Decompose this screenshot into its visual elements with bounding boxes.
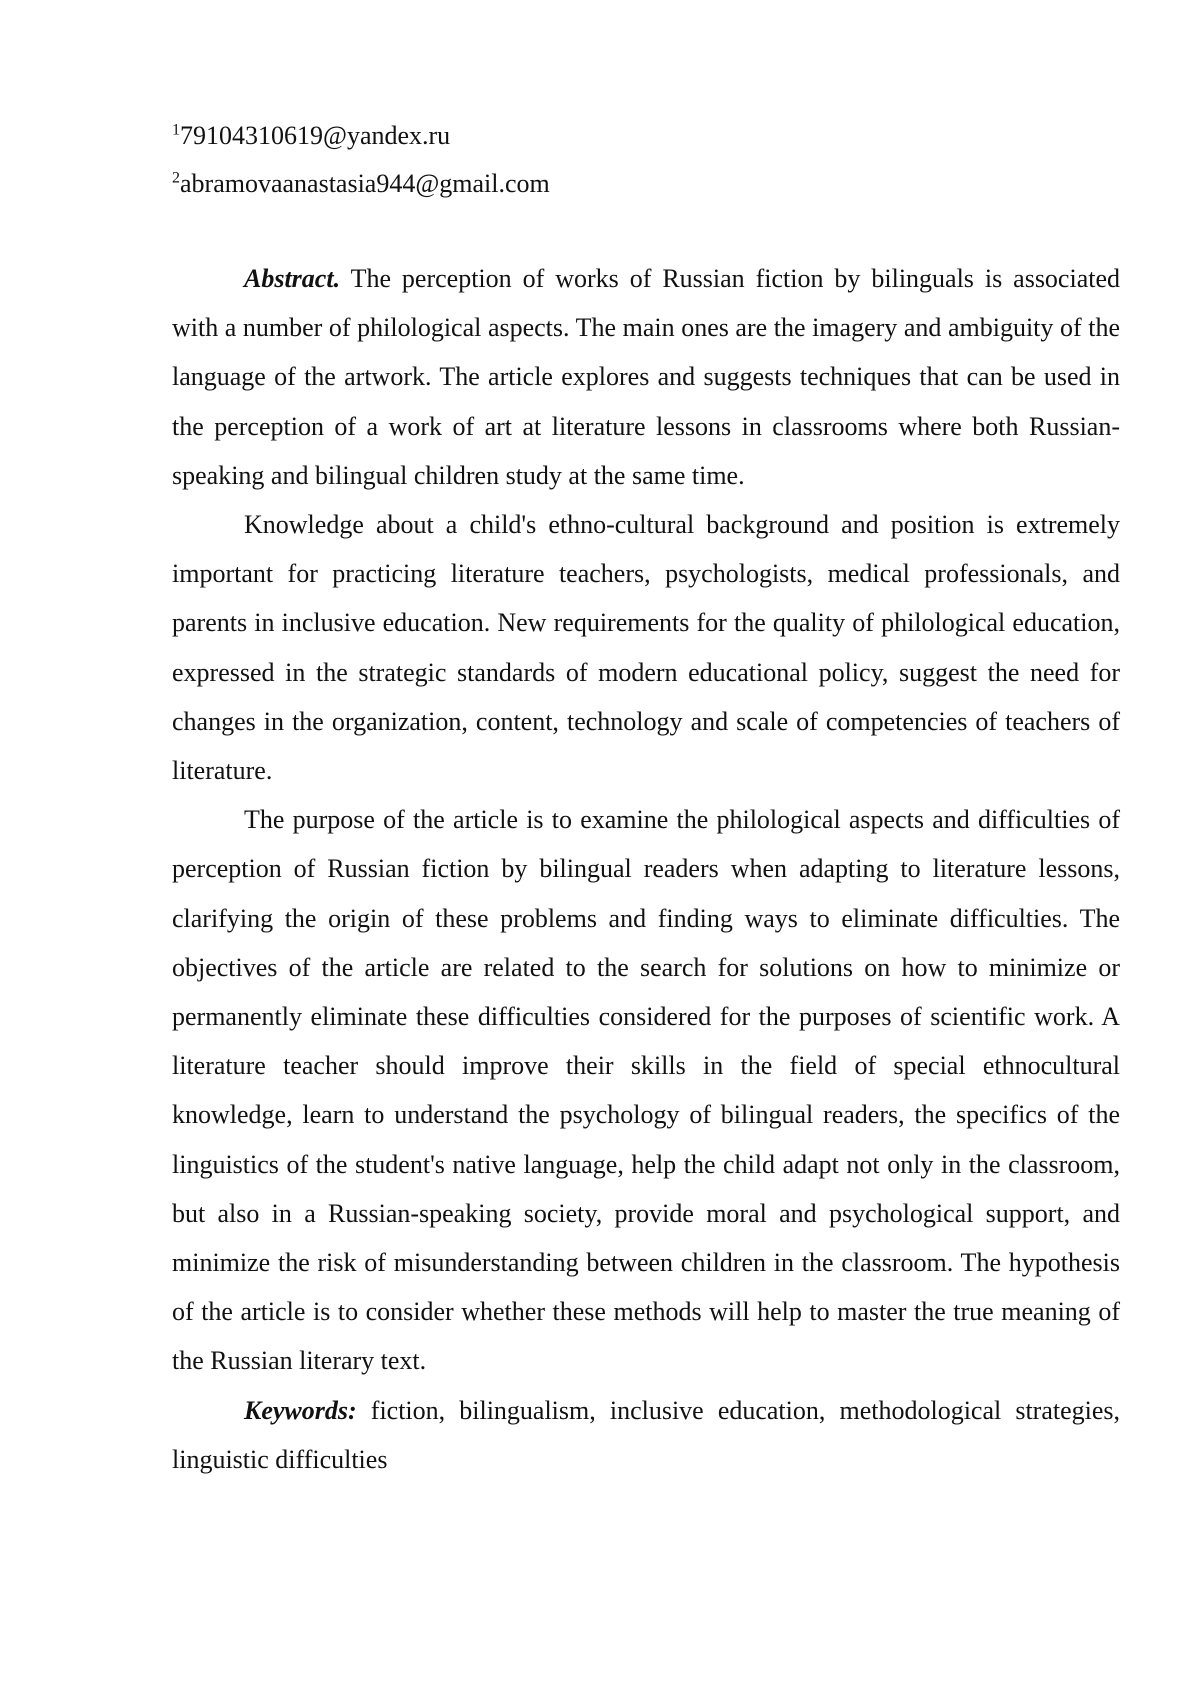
abstract-paragraph-1 — [172, 254, 1120, 500]
footnote-marker-2: 2 — [172, 169, 180, 187]
author-email-1 — [172, 112, 1072, 160]
footnote-marker-1: 1 — [172, 121, 180, 139]
abstract-paragraph-1-text: The perception of works of Russian fiction by bilinguals is associated with a number of philological aspects. The main ones are the imagery and ambiguity of the language of the artwork. The article explores and suggests techniques that can be used in the perception of a work of art at literature lessons in classrooms where both Russian-speaking and bilingual children study at the same time. — [172, 264, 1121, 490]
abstract-section — [172, 254, 1120, 1484]
email-address-2: abramovaanastasia944@gmail.com — [180, 169, 550, 198]
abstract-paragraph-3: The purpose of the article is to examine the philological aspects and difficulties of perception of Russian fiction by bilingual readers when adapting to literature lessons, clarifying the origin of these problems and finding ways to eliminate difficulties. The objectives of the article are related to the search for solutions on how to minimize or permanently eliminate these difficulties considered for the purposes of scientific work. A literature teacher should improve their skills in the field of special ethnocultural knowledge, learn to understand the psychology of bilingual readers, the specifics of the linguistics of the student's native language, help the child adapt not only in the classroom, but also in a Russian-speaking society, provide moral and psychological support, and minimize the risk of misunderstanding between children in the classroom. The hypothesis of the article is to consider whether these methods will help to master the true meaning of the Russian literary text. — [172, 805, 1120, 1376]
abstract-paragraph-2: Knowledge about a child's ethno-cultural background and position is extremely important for practicing literature teachers, psychologists, medical professionals, and parents in inclusive education. New requirements for the quality of philological education, expressed in the strategic standards of modern educational policy, suggest the need for changes in the organization, content, technology and scale of competencies of teachers of literature. — [172, 510, 1120, 786]
keywords-text: fiction, bilingualism, inclusive education, methodological strategies, linguistic difficulties — [172, 1395, 1121, 1474]
keywords-label: Keywords: — [244, 1395, 357, 1425]
email-address-1: 79104310619@yandex.ru — [180, 121, 451, 150]
author-emails — [172, 112, 1072, 208]
author-email-2 — [172, 160, 1072, 208]
keywords-paragraph — [172, 1386, 1120, 1484]
abstract-label: Abstract. — [244, 264, 341, 293]
